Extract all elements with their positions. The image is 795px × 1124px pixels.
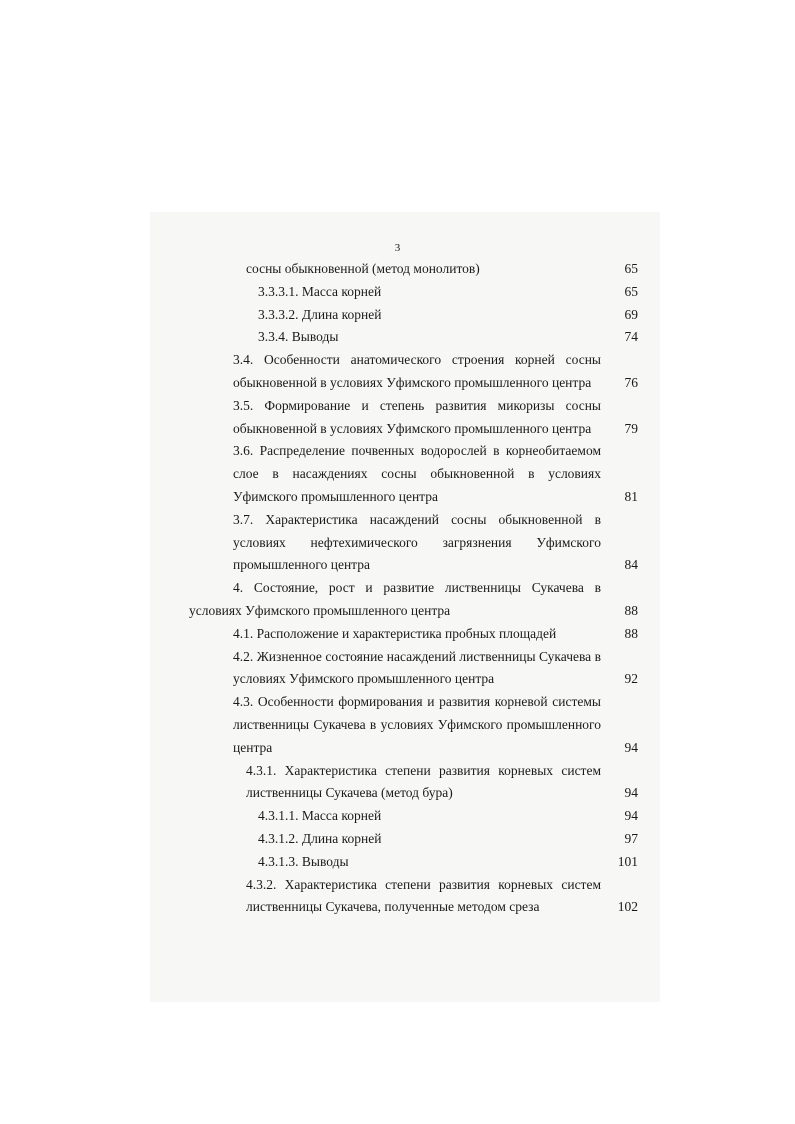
toc-entry [246, 874, 638, 920]
toc-entry-title: 3.3.3.1. Масса корней [258, 283, 382, 299]
toc-entry-title: 4.3.1.2. Длина корней [258, 830, 382, 846]
toc-entry-title: 4.2. Жизненное состояние насаждений лиственницы Сукачева в условиях Уфимского промышленного центра [233, 648, 601, 687]
toc-entry [258, 828, 638, 851]
toc-entry [233, 623, 638, 646]
toc-entry-page: 101 [617, 853, 638, 869]
toc-entry-page: 94 [624, 739, 638, 755]
toc-entry [233, 646, 638, 692]
toc-entry-title: 4. Состояние, рост и развитие лиственницы Сукачева в условиях Уфимского промышленного центра [189, 580, 601, 618]
toc-entry-page: 76 [624, 374, 638, 390]
toc-entry-title: 3.3.3.2. Длина корней [258, 306, 382, 322]
toc-entry-page: 88 [624, 625, 638, 641]
toc-entry [233, 395, 638, 441]
toc-entry-page: 69 [624, 306, 638, 322]
toc-entry [258, 304, 638, 327]
toc-entry-page: 94 [624, 808, 638, 824]
toc-entry-page: 92 [624, 671, 638, 687]
toc-entry [189, 577, 638, 623]
toc-entry [258, 281, 638, 304]
toc-entry [246, 760, 638, 806]
toc-entry-title: 3.5. Формирование и степень развития микоризы сосны обыкновенной в условиях Уфимского промышленного центра [233, 397, 601, 436]
toc-entry-title: 4.3.1.3. Выводы [258, 853, 349, 869]
toc-entry-page: 102 [617, 899, 638, 915]
toc-entry-title: 4.3.1.1. Масса корней [258, 808, 382, 824]
toc-entry-title: 3.3.4. Выводы [258, 329, 339, 345]
page-number: 3 [394, 242, 401, 254]
toc-entry-title: сосны обыкновенной (метод монолитов) [246, 261, 480, 276]
toc-entry [233, 440, 638, 508]
toc-entry [233, 691, 638, 759]
table-of-contents [0, 258, 795, 919]
toc-entry [233, 509, 638, 577]
toc-entry [258, 851, 638, 874]
toc-entry-title: 4.3. Особенности формирования и развития корневой системы лиственницы Сукачева в условиях Уфимского промышленного центра [233, 694, 601, 755]
toc-entry-page: 81 [624, 488, 638, 504]
toc-entry-title: 4.3.1. Характеристика степени развития корневых систем лиственницы Сукачева (метод бура) [246, 762, 601, 801]
toc-entry [258, 805, 638, 828]
toc-entry-title: 4.3.2. Характеристика степени развития корневых систем лиственницы Сукачева, полученные методом среза [246, 876, 601, 915]
toc-entry-page: 65 [624, 283, 638, 299]
toc-entry-page: 74 [624, 329, 638, 345]
toc-entry-page: 65 [624, 261, 638, 276]
toc-entry-title: 3.6. Распределение почвенных водорослей в корнеобитаемом слое в насаждениях сосны обыкновенной в условиях Уфимского промышленного центра [233, 443, 601, 504]
toc-entry-title: 4.1. Расположение и характеристика пробных площадей [233, 625, 557, 641]
toc-entry [233, 349, 638, 395]
toc-entry-page: 84 [624, 557, 638, 573]
toc-entry [258, 326, 638, 349]
toc-entry-page: 94 [624, 785, 638, 801]
toc-entry [233, 258, 638, 281]
toc-entry-page: 88 [624, 602, 638, 618]
toc-entry-title: 3.7. Характеристика насаждений сосны обыкновенной в условиях нефтехимического загрязнения Уфимского промышленного центра [233, 511, 601, 573]
toc-entry-title: 3.4. Особенности анатомического строения корней сосны обыкновенной в условиях Уфимского промышленного центра [233, 352, 601, 390]
toc-entry-page: 97 [624, 830, 638, 846]
toc-entry-page: 79 [624, 420, 638, 436]
